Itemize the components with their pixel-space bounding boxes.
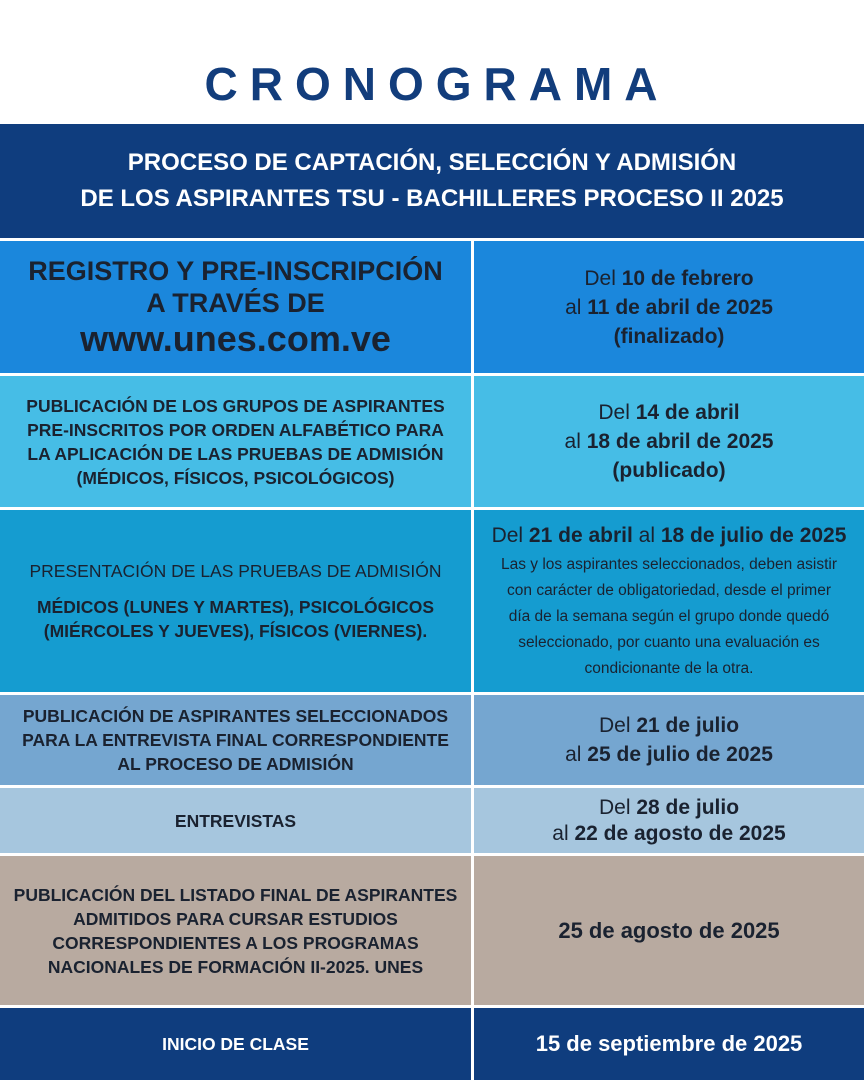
activity-line: AL PROCESO DE ADMISIÓN: [117, 754, 354, 774]
activity-line: PUBLICACIÓN DEL LISTADO FINAL DE ASPIRANTES: [13, 884, 458, 905]
status-text: (finalizado): [613, 324, 725, 348]
activity-line: CORRESPONDIENTES A LOS PROGRAMAS: [52, 932, 419, 953]
date-cell: [474, 510, 864, 692]
activity-cell: [0, 1008, 471, 1080]
date-cell: [474, 788, 864, 853]
activity-line: INICIO DE CLASE: [162, 1034, 309, 1054]
schedule-row-interviews: [0, 788, 864, 853]
activity-line: PRE-INSCRITOS POR ORDEN ALFABÉTICO PARA: [27, 419, 444, 440]
date-line: Del 10 de febrero: [584, 266, 754, 290]
activity-cell: [0, 788, 471, 853]
activity-line: REGISTRO Y PRE-INSCRIPCIÓN: [28, 256, 443, 286]
activity-line: (MÉDICOS, FÍSICOS, PSICOLÓGICOS): [76, 467, 395, 488]
schedule-row-registration: [0, 241, 864, 373]
date-line: Del 14 de abril: [598, 401, 740, 424]
activity-line: PUBLICACIÓN DE ASPIRANTES SELECCIONADOS: [22, 706, 449, 726]
date-line: al 25 de julio de 2025: [565, 743, 773, 766]
activity-line: PUBLICACIÓN DE LOS GRUPOS DE ASPIRANTES: [26, 395, 445, 416]
date-text: 25 de agosto de 2025: [558, 917, 780, 943]
date-cell: [474, 1008, 864, 1080]
schedule-row-groups-publication: [0, 376, 864, 507]
activity-cell: [0, 241, 471, 373]
activity-line: MÉDICOS (LUNES Y MARTES), PSICOLÓGICOS: [36, 597, 435, 617]
website-link[interactable]: www.unes.com.ve: [80, 318, 391, 359]
status-text: (publicado): [612, 459, 726, 482]
activity-line: PARA LA ENTREVISTA FINAL CORRESPONDIENTE: [22, 730, 449, 750]
date-line: al 22 de agosto de 2025: [552, 821, 786, 845]
schedule-row-final-list: [0, 856, 864, 1005]
date-line: Del 21 de julio: [598, 714, 740, 737]
date-cell: [474, 695, 864, 785]
date-line: Del 28 de julio: [598, 795, 740, 819]
activity-line: A TRAVÉS DE: [146, 288, 325, 318]
activity-cell: [0, 695, 471, 785]
date-line: al 18 de abril de 2025: [564, 430, 774, 453]
header-line-2: DE LOS ASPIRANTES TSU - BACHILLERES PROCESO II 2025: [80, 185, 784, 212]
activity-line: ADMITIDOS PARA CURSAR ESTUDIOS: [73, 908, 398, 929]
date-line: al 11 de abril de 2025: [565, 295, 773, 319]
date-cell: [474, 856, 864, 1005]
date-text: 15 de septiembre de 2025: [535, 1031, 803, 1056]
activity-line: LA APLICACIÓN DE LAS PRUEBAS DE ADMISIÓN: [27, 443, 444, 464]
date-cell: [474, 241, 864, 373]
note-text: Las y los aspirantes seleccionados, deben asistir con carácter de obligatoriedad, desde el primer día de la semana según el grupo donde quedó seleccionado, por cuanto una evaluación es condicionante de la otra.: [500, 555, 838, 677]
activity-cell: [0, 510, 471, 692]
activity-line: ENTREVISTAS: [174, 810, 297, 831]
page-title: CRONOGRAMA: [204, 58, 670, 110]
header-line-1: PROCESO DE CAPTACIÓN, SELECCIÓN Y ADMISIÓN: [127, 149, 737, 176]
activity-line: NACIONALES DE FORMACIÓN II-2025. UNES: [47, 956, 424, 977]
activity-line: (MIÉRCOLES Y JUEVES), FÍSICOS (VIERNES).: [43, 621, 428, 641]
activity-cell: [0, 856, 471, 1005]
schedule-row-admission-tests: [0, 510, 864, 692]
schedule-row-selected-publication: [0, 695, 864, 785]
schedule-header: [0, 124, 864, 238]
activity-heading: PRESENTACIÓN DE LAS PRUEBAS DE ADMISIÓN: [29, 561, 442, 581]
activity-cell: [0, 376, 471, 507]
date-line: Del 21 de abril al 18 de julio de 2025: [491, 523, 847, 547]
schedule-row-class-start: [0, 1008, 864, 1080]
date-cell: [474, 376, 864, 507]
